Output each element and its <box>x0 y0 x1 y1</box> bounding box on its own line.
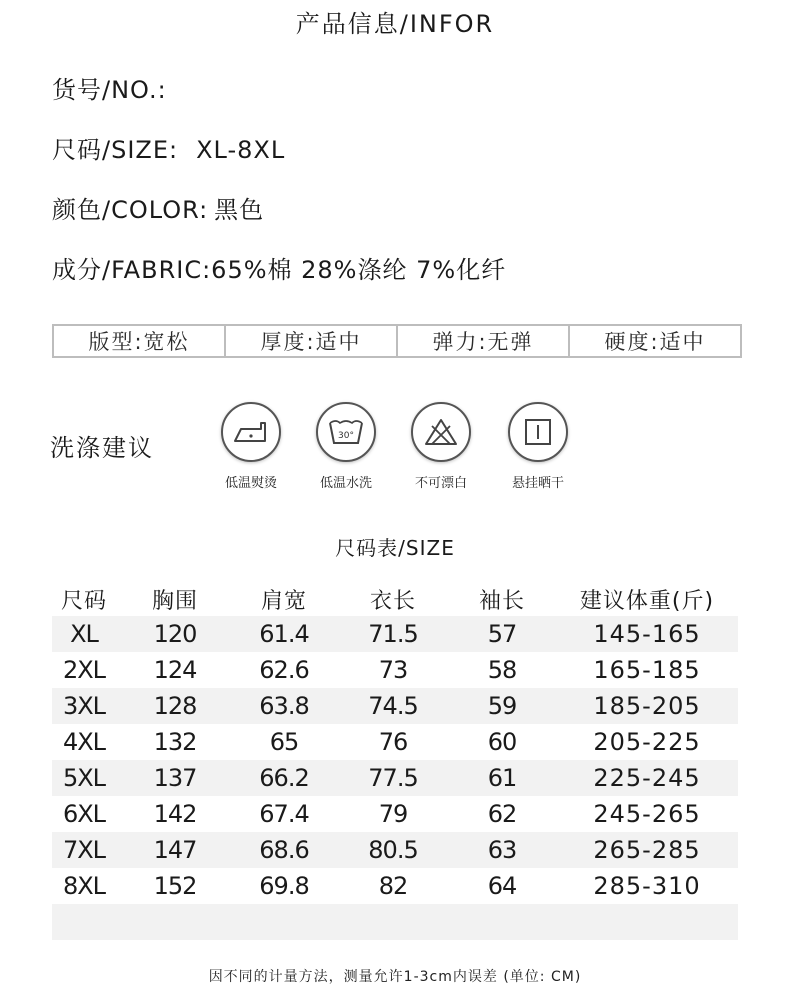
cell-size: XL <box>70 620 98 648</box>
cell-shoulder: 65 <box>269 728 299 756</box>
fabric-value: 65%棉 28%涤纶 7%化纤 <box>211 256 507 284</box>
cell-shoulder: 62.6 <box>259 656 309 684</box>
item-no-line <box>52 70 173 105</box>
table-row <box>52 832 738 868</box>
size-table-title: 尺码表/SIZE <box>335 536 455 560</box>
cell-sleeve: 61 <box>487 764 517 792</box>
header-weight: 建议体重(斤) <box>579 588 715 614</box>
header-length: 衣长 <box>369 588 416 614</box>
cell-length: 77.5 <box>368 764 418 792</box>
cell-chest: 120 <box>153 620 197 648</box>
cell-chest: 152 <box>153 872 197 900</box>
wash-caption: 低温熨烫 <box>224 476 277 491</box>
header-sleeve: 袖长 <box>478 588 525 614</box>
header-chest: 胸围 <box>151 588 198 614</box>
cell-size: 3XL <box>62 692 106 720</box>
table-row-empty <box>52 904 738 940</box>
color-value: 黑色 <box>214 196 265 224</box>
cell-shoulder: 67.4 <box>259 800 309 828</box>
table-row <box>52 796 738 832</box>
color-label: 颜色/COLOR: <box>52 196 209 224</box>
cell-weight: 265-285 <box>593 836 701 864</box>
wash-item-wash <box>301 402 391 491</box>
property-thickness: 厚度:适中 <box>224 326 396 356</box>
size-line <box>52 130 285 165</box>
cell-shoulder: 68.6 <box>259 836 309 864</box>
wash-item-no-bleach <box>396 402 486 491</box>
cell-shoulder: 69.8 <box>259 872 309 900</box>
cell-size: 8XL <box>62 872 106 900</box>
cell-chest: 128 <box>153 692 197 720</box>
wash-caption: 低温水洗 <box>319 476 372 491</box>
cell-length: 79 <box>378 800 408 828</box>
cell-size: 7XL <box>62 836 106 864</box>
cell-weight: 225-245 <box>593 764 701 792</box>
cell-sleeve: 59 <box>487 692 517 720</box>
cell-sleeve: 58 <box>487 656 517 684</box>
color-line <box>52 190 264 225</box>
svg-text:30°: 30° <box>338 431 354 441</box>
cell-size: 5XL <box>62 764 106 792</box>
table-row <box>52 868 738 904</box>
table-row <box>52 688 738 724</box>
cell-shoulder: 66.2 <box>259 764 309 792</box>
table-row <box>52 724 738 760</box>
cell-weight: 165-185 <box>593 656 701 684</box>
cell-sleeve: 64 <box>487 872 517 900</box>
wash-advice-label: 洗涤建议 <box>50 434 154 462</box>
cell-shoulder: 63.8 <box>259 692 309 720</box>
property-fit: 版型:宽松 <box>88 330 190 354</box>
cell-sleeve: 60 <box>487 728 517 756</box>
header-size: 尺码 <box>60 588 107 614</box>
iron-icon <box>221 402 281 462</box>
wash-caption: 悬挂晒干 <box>511 476 564 491</box>
cell-shoulder: 61.4 <box>259 620 309 648</box>
wash-item-iron <box>206 402 296 491</box>
fabric-label: 成分/FABRIC: <box>52 256 212 284</box>
page-title: 产品信息/INFOR <box>295 10 495 38</box>
cell-length: 80.5 <box>368 836 418 864</box>
cell-weight: 185-205 <box>593 692 701 720</box>
cell-weight: 245-265 <box>593 800 701 828</box>
wash-30-icon <box>316 402 376 462</box>
cell-length: 76 <box>378 728 408 756</box>
cell-weight: 205-225 <box>593 728 701 756</box>
table-row <box>52 652 738 688</box>
property-elasticity: 弹力:无弹 <box>396 326 568 356</box>
wash-item-hang-dry <box>493 402 583 491</box>
no-bleach-icon <box>411 402 471 462</box>
cell-chest: 142 <box>153 800 197 828</box>
fabric-line <box>52 250 506 285</box>
cell-weight: 285-310 <box>593 872 701 900</box>
cell-chest: 137 <box>153 764 197 792</box>
cell-length: 73 <box>378 656 408 684</box>
cell-length: 74.5 <box>368 692 418 720</box>
cell-size: 4XL <box>62 728 106 756</box>
size-table-header <box>48 582 738 616</box>
cell-sleeve: 62 <box>487 800 517 828</box>
hang-dry-icon <box>508 402 568 462</box>
measurement-note: 因不同的计量方法，测量允许1-3cm内误差 (单位: CM) <box>208 969 582 985</box>
cell-size: 2XL <box>62 656 106 684</box>
size-value: XL-8XL <box>196 136 286 164</box>
property-bar <box>52 324 742 358</box>
cell-sleeve: 63 <box>487 836 517 864</box>
cell-length: 71.5 <box>368 620 418 648</box>
cell-size: 6XL <box>62 800 106 828</box>
cell-chest: 132 <box>153 728 197 756</box>
cell-chest: 124 <box>153 656 197 684</box>
header-shoulder: 肩宽 <box>260 588 307 614</box>
table-row <box>52 616 738 652</box>
size-label: 尺码/SIZE: <box>52 136 179 164</box>
cell-weight: 145-165 <box>593 620 701 648</box>
size-table-body <box>52 616 738 940</box>
table-row <box>52 760 738 796</box>
property-hardness: 硬度:适中 <box>568 326 740 356</box>
item-no-label: 货号/NO.: <box>52 76 167 104</box>
cell-length: 82 <box>378 872 408 900</box>
wash-caption: 不可漂白 <box>414 476 467 491</box>
cell-sleeve: 57 <box>487 620 517 648</box>
cell-chest: 147 <box>153 836 197 864</box>
